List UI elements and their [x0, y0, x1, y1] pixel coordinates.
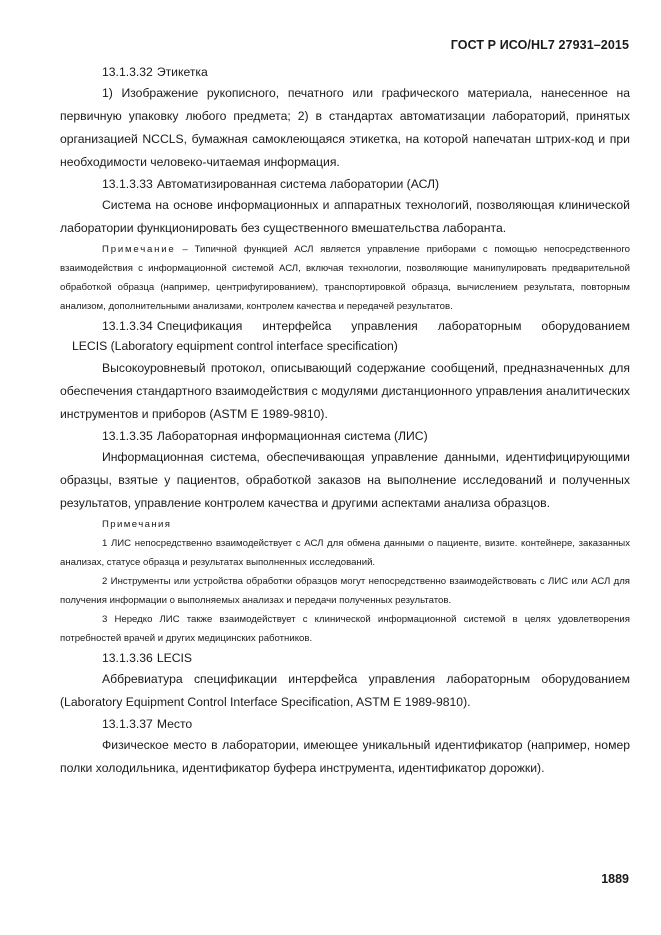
note-text: – Типичной функцией АСЛ является управление приборами с помощью непосредственного взаимодействия с информационной системой АСЛ, включая технологии, позволяющие манипулировать предварительной обработкой образца (например, центрифугированием), транспортировкой образца, вычислением результата, повторным анализом, дополнительными анализами, контролем качества и передачей результатов.: [60, 244, 630, 312]
document-header: ГОСТ Р ИСО/HL7 27931–2015: [450, 38, 629, 52]
term-number: 13.1.3.32: [102, 65, 153, 79]
term-definition: 1) Изображение рукописного, печатного или графического материала, нанесенное на первичную упаковку любого предмета; 2) в стандартах автоматизации лабораторий, принятых организацией NCCLS, бумажная самоклеющаяся этикетка, на которой напечатан штрих-код и при необходимости человеко-читаемая информация.: [60, 86, 630, 169]
term-title: Этикетка: [156, 65, 208, 79]
note-item: 1 ЛИС непосредственно взаимодействует с АСЛ для обмена данными о пациенте, визите. контейнере, заказанных анализах, статусе образца и результатах выполненных исследований.: [60, 538, 630, 568]
page-content: [60, 62, 630, 780]
note-label: Примечание: [102, 244, 176, 255]
term-number: 13.1.3.33: [102, 177, 153, 191]
term-definition: Физическое место в лаборатории, имеющее уникальный идентификатор (например, номер полки холодильника, идентификатор буфера инструмента, идентификатор дорожки).: [60, 738, 630, 775]
term-definition: Аббревиатура спецификации интерфейса управления лабораторным оборудованием (Laboratory Equipment Control Interface Specification, ASTM E 1989-9810).: [60, 672, 630, 709]
note-item: 3 Нередко ЛИС также взаимодействует с клинической информационной системой в целях удовлетворения потребностей врачей и других медицинских работников.: [60, 614, 630, 644]
term-definition: Высокоуровневый протокол, описывающий содержание сообщений, предназначенных для обеспечения стандартного взаимодействия с модулями дистанционного управления аналитических инструментов и приборов (ASTM E 1989-9810).: [60, 361, 630, 421]
term-heading: [60, 62, 630, 82]
term-number: 13.1.3.34: [102, 319, 153, 333]
term-heading: [60, 316, 630, 336]
term-title: Лабораторная информационная система (ЛИС): [156, 429, 428, 443]
term-number: 13.1.3.35: [102, 429, 153, 443]
term-english-title: LECIS (Laboratory equipment control interface specification): [72, 339, 398, 353]
term-title: Автоматизированная система лаборатории (АСЛ): [156, 177, 440, 191]
term-number: 13.1.3.37: [102, 717, 153, 731]
note-item: 2 Инструменты или устройства обработки образцов могут непосредственно взаимодействовать с ЛИС или АСЛ для получения информации о выполняемых анализах и передачи полученных результатов.: [60, 576, 630, 606]
term-number: 13.1.3.36: [102, 651, 153, 665]
term-heading: [60, 426, 630, 446]
page-number: 1889: [601, 872, 629, 886]
term-heading: [60, 714, 630, 734]
term-definition: Информационная система, обеспечивающая управление данными, идентифицирующими образцы, взятые у пациентов, обработкой заказов на выполнение исследований и полученных результатов, управление контролем качества и другими аспектами анализа образцов.: [60, 450, 630, 510]
term-title: LECIS: [156, 651, 193, 665]
term-note: [60, 240, 630, 316]
term-heading: [60, 648, 630, 668]
term-definition: Система на основе информационных и аппаратных технологий, позволяющая клинической лаборатории функционировать без существенного вмешательства лаборанта.: [60, 198, 630, 235]
term-title: Спецификация интерфейса управления лабораторным оборудованием: [156, 319, 630, 333]
term-title: Место: [156, 717, 193, 731]
notes-heading: Примечания: [102, 519, 172, 530]
term-heading: [60, 174, 630, 194]
